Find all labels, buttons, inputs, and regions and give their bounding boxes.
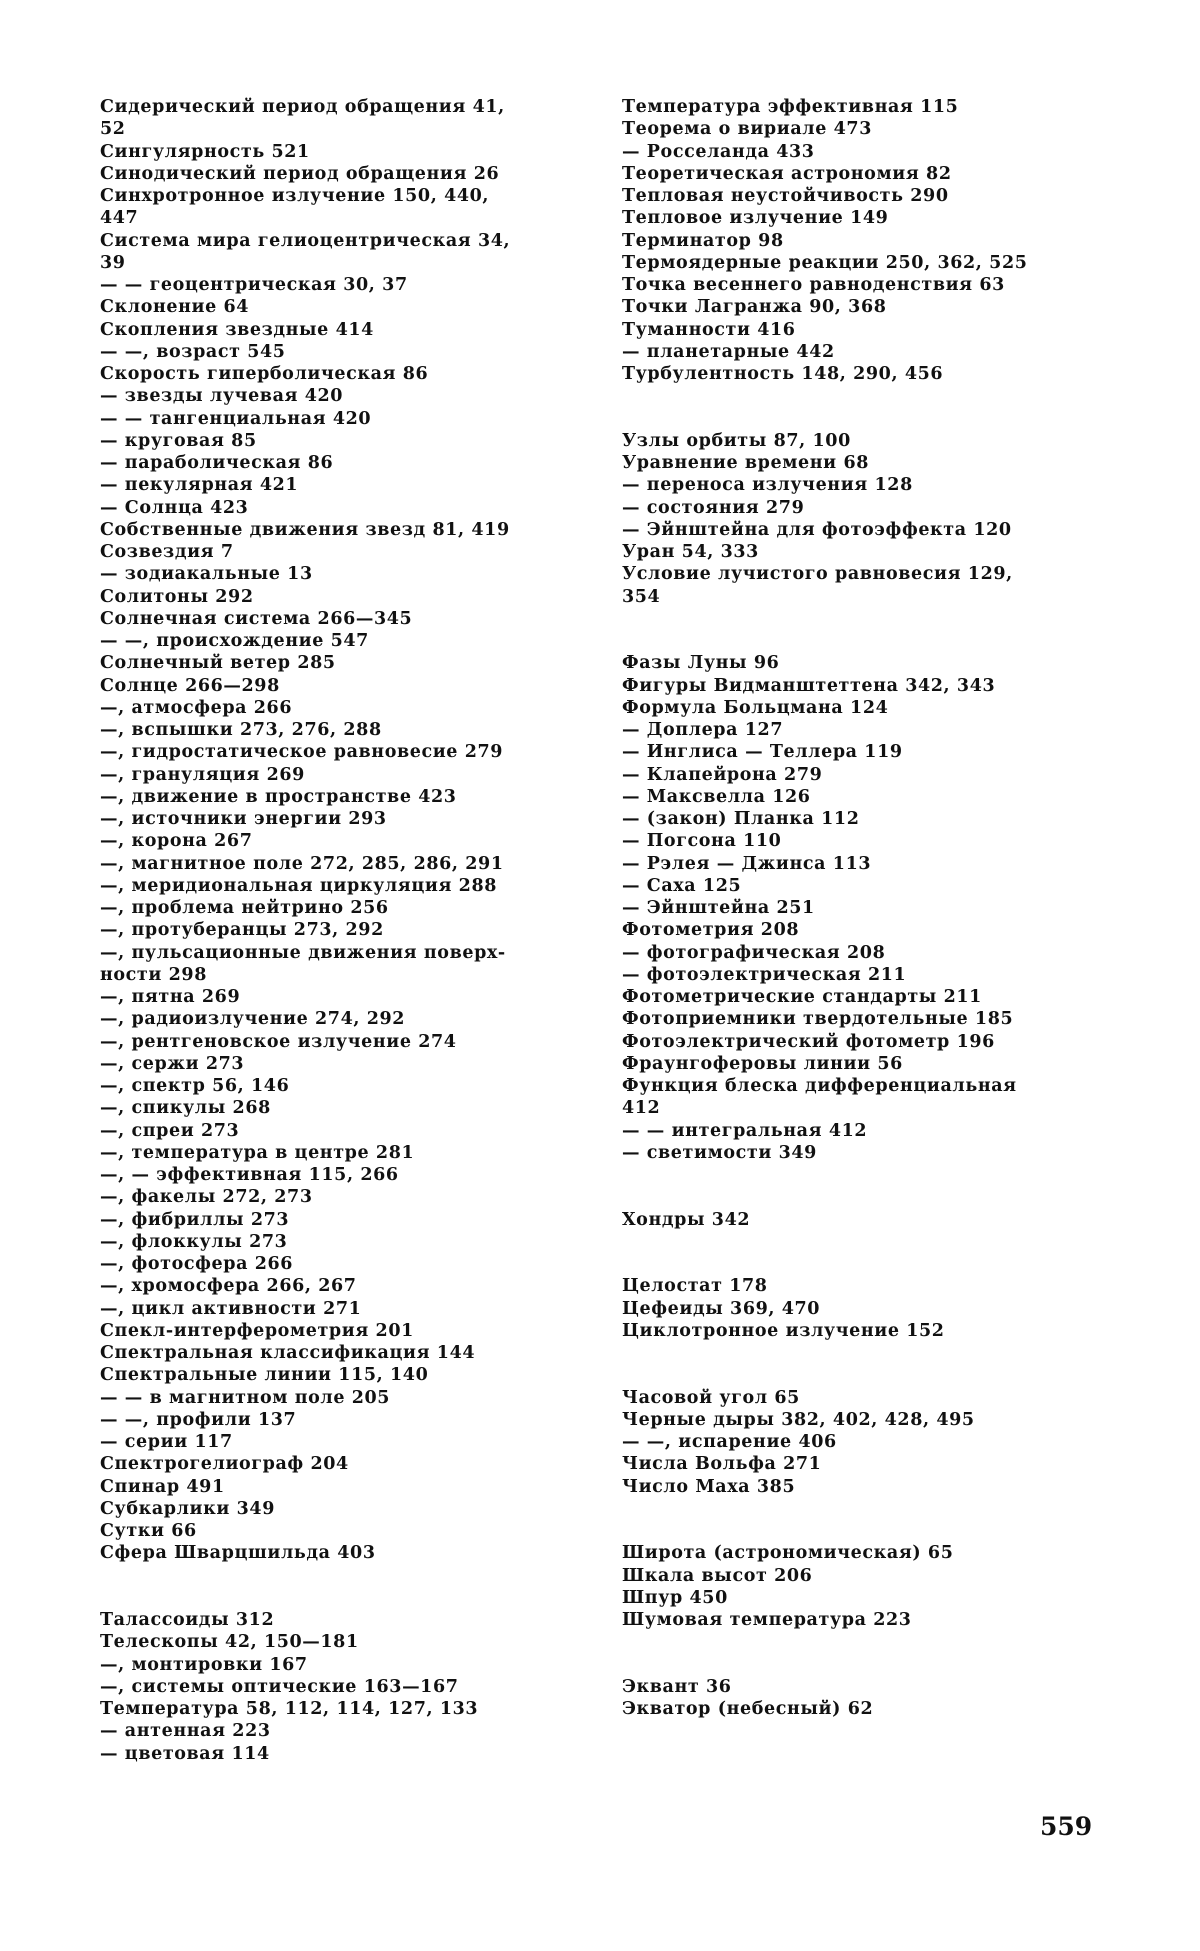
index-entry: Фотоприемники твердотельные 185 bbox=[622, 1009, 1014, 1030]
index-entry: Тепловая неустойчивость 290 bbox=[622, 186, 949, 206]
index-entry: Спектральные линии 115, 140 bbox=[100, 1365, 429, 1386]
index-entry: Экватор (небесный) 62 bbox=[622, 1699, 874, 1719]
index-entry: — —, профили 137 bbox=[100, 1409, 297, 1430]
index-entry: —, гидростатическое равновесие 279 bbox=[100, 742, 504, 763]
index-entry: ности 298 bbox=[100, 964, 207, 985]
index-entry: — звезды лучевая 420 bbox=[100, 386, 344, 407]
index-entry: Шпур 450 bbox=[622, 1587, 728, 1608]
index-entry: Синхротронное излучение 150, 440, bbox=[100, 186, 490, 206]
index-entry: —, грануляция 269 bbox=[100, 764, 305, 785]
index-entry: — Росселанда 433 bbox=[622, 141, 815, 162]
index-entry: —, спектр 56, 146 bbox=[100, 1076, 290, 1096]
index-entry: — серии 117 bbox=[100, 1432, 233, 1452]
index-entry: — (закон) Планка 112 bbox=[622, 809, 860, 829]
index-entry: Солнечный ветер 285 bbox=[100, 653, 336, 674]
index-entry: Сингулярность 521 bbox=[100, 141, 310, 162]
index-entry: Сутки 66 bbox=[100, 1521, 197, 1541]
index-entry: —, фибриллы 273 bbox=[100, 1209, 290, 1230]
index-entry: — цветовая 114 bbox=[100, 1743, 270, 1764]
index-entry: — —, испарение 406 bbox=[622, 1432, 837, 1452]
index-entry: —, вспышки 273, 276, 288 bbox=[100, 720, 382, 740]
index-entry: — — тангенциальная 420 bbox=[100, 408, 372, 429]
index-entry: Температура 58, 112, 114, 127, 133 bbox=[100, 1699, 479, 1719]
index-entry: Условие лучистого равновесия 129, bbox=[622, 564, 1013, 585]
index-entry: Спекл-интерферометрия 201 bbox=[100, 1320, 414, 1341]
index-entry: Циклотронное излучение 152 bbox=[622, 1320, 945, 1341]
index-entry: —, факелы 272, 273 bbox=[100, 1187, 313, 1208]
index-entry: —, — эффективная 115, 266 bbox=[100, 1165, 399, 1185]
index-entry: —, температура в центре 281 bbox=[100, 1142, 415, 1163]
index-entry: — — в магнитном поле 205 bbox=[100, 1387, 391, 1408]
section-gap bbox=[622, 1520, 1098, 1542]
index-entry: Солнечная система 266—345 bbox=[100, 608, 413, 629]
section-gap bbox=[622, 1342, 1098, 1364]
section-gap bbox=[622, 408, 1098, 430]
index-entry: Сидерический период обращения 41, bbox=[100, 97, 505, 117]
index-entry: —, сержи 273 bbox=[100, 1053, 245, 1074]
index-entry: Фраунгоферовы линии 56 bbox=[622, 1053, 903, 1074]
index-entry: —, протуберанцы 273, 292 bbox=[100, 920, 384, 941]
index-entry: — Максвелла 126 bbox=[622, 786, 811, 807]
index-entry: Солитоны 292 bbox=[100, 586, 254, 607]
index-entry: — Саха 125 bbox=[622, 875, 742, 896]
index-entry: —, проблема нейтрино 256 bbox=[100, 898, 389, 918]
index-entry: Фотометрические стандарты 211 bbox=[622, 987, 982, 1007]
index-entry: — светимости 349 bbox=[622, 1142, 817, 1163]
index-entry: — антенная 223 bbox=[100, 1721, 271, 1742]
section-gap bbox=[100, 1587, 560, 1609]
index-entry: Узлы орбиты 87, 100 bbox=[622, 430, 851, 451]
index-entry: Термоядерные реакции 250, 362, 525 bbox=[622, 252, 1028, 273]
index-entry: —, пятна 269 bbox=[100, 987, 241, 1007]
index-entry: — переноса излучения 128 bbox=[622, 475, 913, 496]
section-gap bbox=[622, 1654, 1098, 1676]
index-entry: —, магнитное поле 272, 285, 286, 291 bbox=[100, 853, 504, 874]
index-entry: —, рентгеновское излучение 274 bbox=[100, 1031, 457, 1052]
index-entry: 447 bbox=[100, 208, 139, 229]
index-entry: Фотометрия 208 bbox=[622, 920, 800, 941]
section-gap bbox=[622, 608, 1098, 630]
index-entry: Формула Больцмана 124 bbox=[622, 697, 889, 718]
index-entry: Склонение 64 bbox=[100, 297, 250, 318]
index-entry: Черные дыры 382, 402, 428, 495 bbox=[622, 1409, 975, 1430]
index-entry: —, хромосфера 266, 267 bbox=[100, 1276, 357, 1297]
section-gap bbox=[622, 630, 1098, 652]
index-entry: —, движение в пространстве 423 bbox=[100, 786, 457, 807]
index-entry: Широта (астрономическая) 65 bbox=[622, 1543, 954, 1564]
index-entry: Собственные движения звезд 81, 419 bbox=[100, 519, 510, 540]
index-entry: Солнце 266—298 bbox=[100, 675, 280, 696]
index-entry: — Погсона 110 bbox=[622, 831, 782, 852]
index-entry: Теоретическая астрономия 82 bbox=[622, 163, 952, 184]
index-entry: 412 bbox=[622, 1098, 661, 1119]
section-gap bbox=[622, 1498, 1098, 1520]
index-entry: Созвездия 7 bbox=[100, 542, 234, 562]
section-gap bbox=[622, 385, 1098, 407]
index-entry: —, пульсационные движения поверх- bbox=[100, 942, 506, 963]
index-entry: — Солнца 423 bbox=[100, 497, 249, 518]
index-entry: —, спреи 273 bbox=[100, 1120, 240, 1141]
index-entry: — зодиакальные 13 bbox=[100, 564, 313, 585]
index-entry: —, спикулы 268 bbox=[100, 1098, 271, 1119]
index-entry: Тепловое излучение 149 bbox=[622, 208, 889, 229]
index-entry: —, фотосфера 266 bbox=[100, 1254, 294, 1274]
index-entry: — планетарные 442 bbox=[622, 341, 835, 362]
index-entry: Телескопы 42, 150—181 bbox=[100, 1632, 359, 1653]
index-entry: — Доплера 127 bbox=[622, 720, 784, 740]
index-entry: Шкала высот 206 bbox=[622, 1565, 813, 1586]
section-gap bbox=[622, 1364, 1098, 1386]
index-entry: — пекулярная 421 bbox=[100, 475, 299, 496]
index-entry: Скопления звездные 414 bbox=[100, 319, 374, 340]
index-entry: Температура эффективная 115 bbox=[622, 97, 959, 117]
index-entry: Туманности 416 bbox=[622, 319, 796, 340]
index-entry: —, корона 267 bbox=[100, 831, 253, 852]
index-entry: Эквант 36 bbox=[622, 1676, 732, 1697]
index-entry: —, меридиональная циркуляция 288 bbox=[100, 875, 497, 896]
index-entry: —, цикл активности 271 bbox=[100, 1298, 362, 1319]
index-entry: Часовой угол 65 bbox=[622, 1387, 800, 1408]
index-entry: — — геоцентрическая 30, 37 bbox=[100, 275, 408, 295]
index-entry: Уравнение времени 68 bbox=[622, 453, 869, 473]
section-gap bbox=[622, 1231, 1098, 1253]
index-entry: Спектрогелиограф 204 bbox=[100, 1454, 349, 1475]
index-entry: — фотографическая 208 bbox=[622, 942, 886, 963]
section-gap bbox=[622, 1631, 1098, 1653]
index-entry: — Эйнштейна 251 bbox=[622, 898, 815, 918]
index-entry: — Клапейрона 279 bbox=[622, 764, 823, 785]
index-entry: Число Маха 385 bbox=[622, 1476, 796, 1497]
index-entry: Функция блеска дифференциальная bbox=[622, 1076, 1017, 1096]
index-entry: Точки Лагранжа 90, 368 bbox=[622, 297, 887, 318]
index-entry: — —, возраст 545 bbox=[100, 341, 286, 362]
index-entry: Фазы Луны 96 bbox=[622, 653, 780, 674]
index-entry: Талассоиды 312 bbox=[100, 1610, 275, 1630]
index-entry: — Эйнштейна для фотоэффекта 120 bbox=[622, 519, 1012, 540]
index-entry: Шумовая температура 223 bbox=[622, 1610, 912, 1630]
index-entry: 52 bbox=[100, 119, 126, 140]
index-entry: Хондры 342 bbox=[622, 1209, 751, 1230]
index-entry: — фотоэлектрическая 211 bbox=[622, 964, 907, 985]
index-entry: —, источники энергии 293 bbox=[100, 809, 387, 829]
section-gap bbox=[622, 1186, 1098, 1208]
index-entry: — состояния 279 bbox=[622, 497, 805, 518]
index-entry: Субкарлики 349 bbox=[100, 1498, 275, 1519]
index-entry: 354 bbox=[622, 586, 661, 607]
index-entry: — —, происхождение 547 bbox=[100, 631, 369, 651]
index-entry: Система мира гелиоцентрическая 34, bbox=[100, 230, 511, 251]
index-entry: Сфера Шварцшильда 403 bbox=[100, 1543, 376, 1564]
index-entry: —, радиоизлучение 274, 292 bbox=[100, 1009, 406, 1030]
index-entry: Терминатор 98 bbox=[622, 230, 784, 251]
index-entry: Фигуры Видманштеттена 342, 343 bbox=[622, 675, 996, 696]
index-entry: Точка весеннего равноденствия 63 bbox=[622, 275, 1005, 295]
section-gap bbox=[622, 1253, 1098, 1275]
index-entry: Спектральная классификация 144 bbox=[100, 1343, 476, 1363]
index-entry: Фотоэлектрический фотометр 196 bbox=[622, 1031, 995, 1052]
index-column-right bbox=[622, 96, 1098, 1720]
page-number: 559 bbox=[1040, 1812, 1093, 1841]
index-entry: Числа Вольфа 271 bbox=[622, 1454, 822, 1475]
index-entry: Синодический период обращения 26 bbox=[100, 163, 500, 184]
index-entry: Цефеиды 369, 470 bbox=[622, 1298, 821, 1319]
index-entry: —, атмосфера 266 bbox=[100, 697, 293, 718]
section-gap bbox=[622, 1164, 1098, 1186]
index-entry: Турбулентность 148, 290, 456 bbox=[622, 364, 944, 384]
index-entry: Скорость гиперболическая 86 bbox=[100, 364, 429, 384]
section-gap bbox=[100, 1565, 560, 1587]
index-column-left bbox=[100, 96, 560, 1765]
index-entry: 39 bbox=[100, 252, 126, 273]
index-entry: —, монтировки 167 bbox=[100, 1654, 308, 1675]
index-entry: Спинар 491 bbox=[100, 1476, 225, 1497]
index-entry: — Рэлея — Джинса 113 bbox=[622, 853, 872, 874]
index-entry: Целостат 178 bbox=[622, 1276, 768, 1297]
index-entry: Теорема о вириале 473 bbox=[622, 119, 872, 140]
index-entry: — — интегральная 412 bbox=[622, 1120, 868, 1141]
index-entry: —, системы оптические 163—167 bbox=[100, 1676, 459, 1697]
index-entry: —, флоккулы 273 bbox=[100, 1231, 288, 1252]
index-entry: — Инглиса — Теллера 119 bbox=[622, 742, 903, 763]
index-entry: — параболическая 86 bbox=[100, 453, 334, 473]
index-entry: — круговая 85 bbox=[100, 430, 257, 451]
index-entry: Уран 54, 333 bbox=[622, 542, 759, 562]
